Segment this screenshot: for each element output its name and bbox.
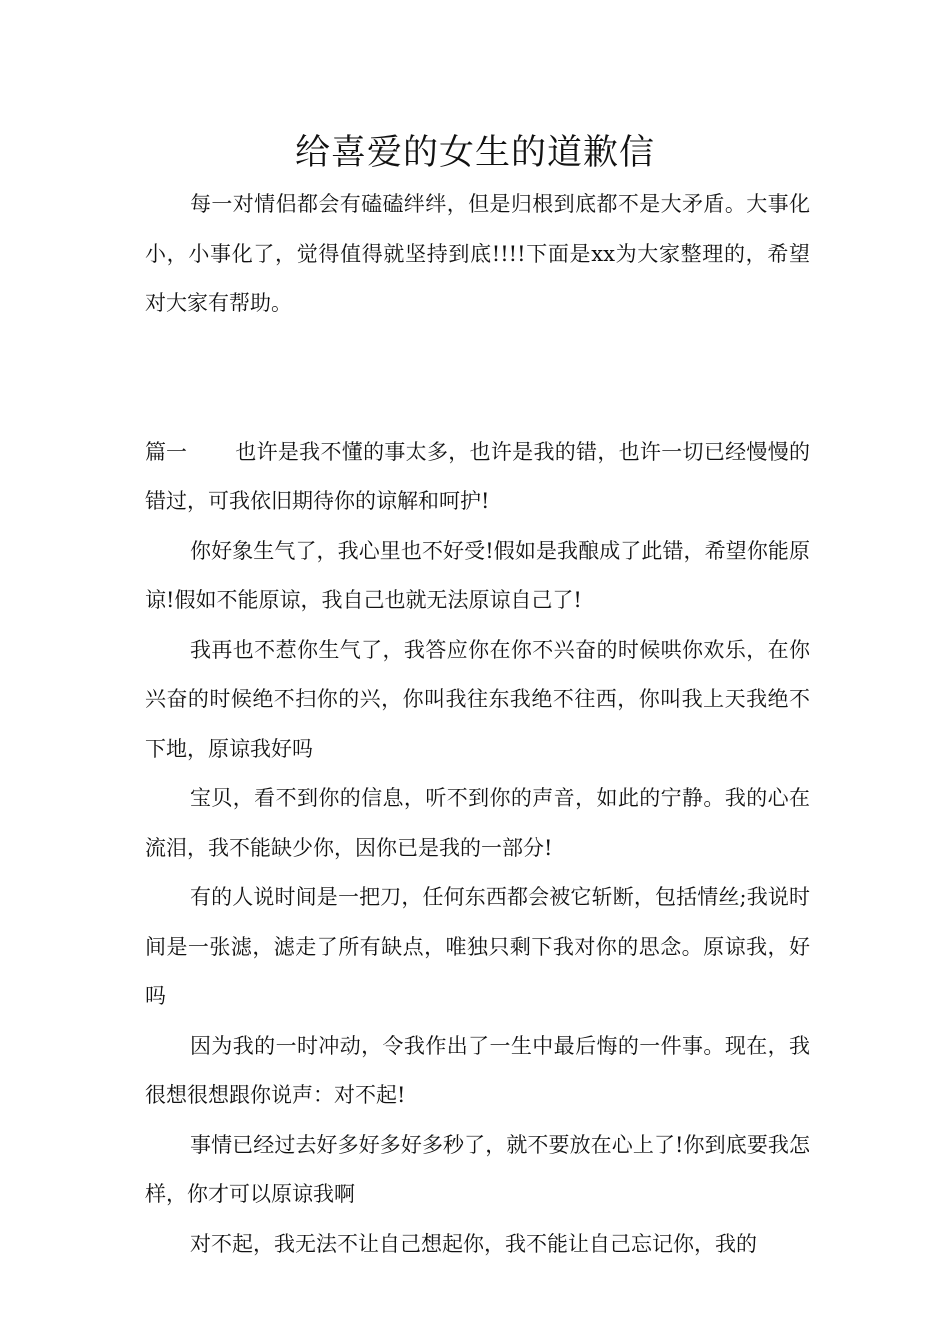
- body-paragraph: 宝贝，看不到你的信息，听不到你的声音，如此的宁静。我的心在流泪，我不能缺少你，因你已是我的一部分!: [145, 786, 810, 860]
- intro-paragraph: 每一对情侣都会有磕磕绊绊，但是归根到底都不是大矛盾。大事化小，小事化了，觉得值得就坚持到底!!!!下面是xx为大家整理的，希望对大家有帮助。: [145, 192, 810, 315]
- body-paragraph: 你好象生气了，我心里也不好受!假如是我酿成了此错，希望你能原谅!假如不能原谅，我自己也就无法原谅自己了!: [145, 538, 810, 612]
- document-body: [145, 180, 810, 1269]
- body-paragraph: 我再也不惹你生气了，我答应你在你不兴奋的时候哄你欢乐，在你兴奋的时候绝不扫你的兴，你叫我往东我绝不往西，你叫我上天我绝不下地，原谅我好吗: [145, 637, 810, 761]
- body-paragraph: 有的人说时间是一把刀，任何东西都会被它斩断，包括情丝;我说时间是一张滤，滤走了所有缺点，唯独只剩下我对你的思念。原谅我，好吗: [145, 885, 810, 1008]
- paragraph-gap: [145, 329, 810, 428]
- section-one-paragraph: [145, 428, 810, 527]
- body-paragraph: 因为我的一时冲动，令我作出了一生中最后悔的一件事。现在，我很想很想跟你说声：对不起!: [145, 1033, 810, 1107]
- body-paragraph: 对不起，我无法不让自己想起你，我不能让自己忘记你，我的: [190, 1231, 757, 1256]
- document-title: 给喜爱的女生的道歉信: [294, 133, 655, 173]
- body-paragraph: 事情已经过去好多好多好多秒了，就不要放在心上了!你到底要我怎样，你才可以原谅我啊: [145, 1132, 810, 1206]
- section-label: 篇一: [145, 439, 187, 464]
- paragraph-text: 也许是我不懂的事太多，也许是我的错，也许一切已经慢慢的错过，可我依旧期待你的谅解和呵护!: [145, 439, 810, 513]
